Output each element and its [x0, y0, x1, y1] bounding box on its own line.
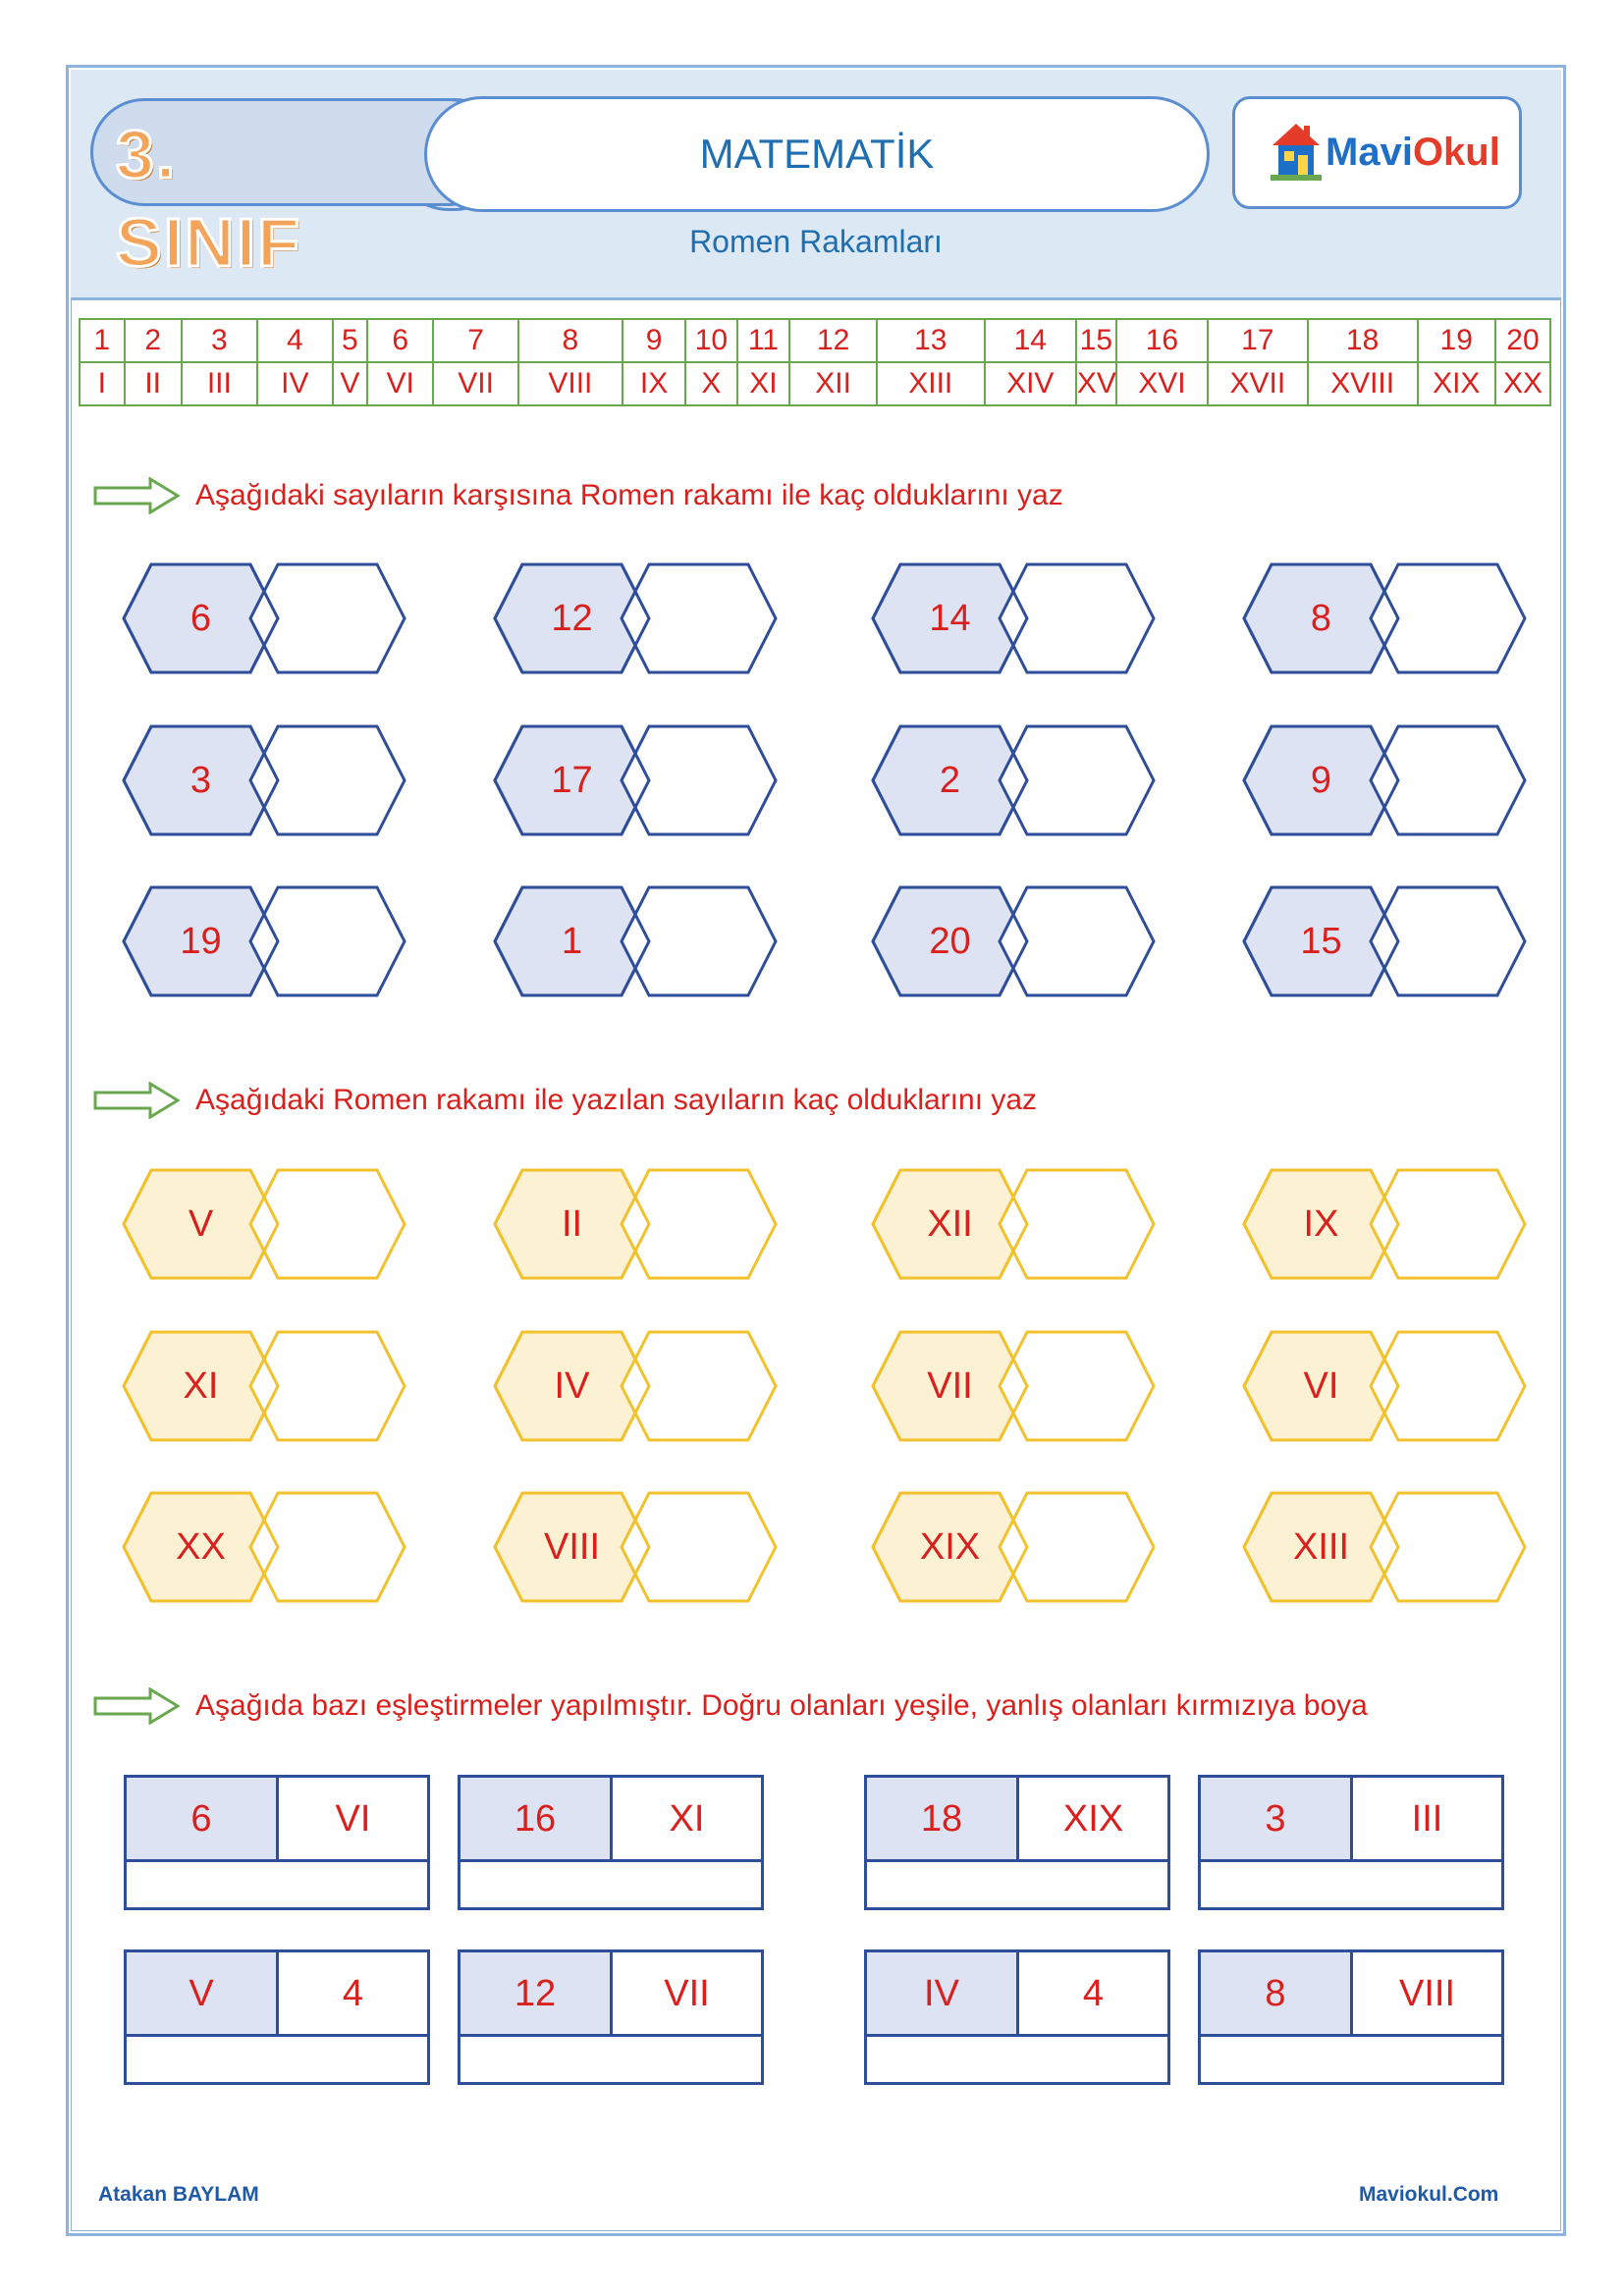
reference-number-cell: 12 — [789, 319, 877, 362]
reference-roman-cell: XVII — [1208, 362, 1308, 405]
topic-title: Romen Rakamları — [689, 224, 943, 259]
reference-number-cell: 19 — [1418, 319, 1495, 362]
reference-roman-cell: VI — [367, 362, 434, 405]
reference-number-cell: 15 — [1076, 319, 1116, 362]
site-name: Maviokul.Com — [1359, 2183, 1499, 2206]
reference-number-cell: 5 — [333, 319, 367, 362]
reference-roman-cell: XIII — [877, 362, 985, 405]
given-value-label: 15 — [1300, 921, 1342, 962]
given-value-label: V — [188, 1203, 214, 1245]
given-value-label: 2 — [939, 760, 961, 801]
logo-okul: Okul — [1412, 131, 1500, 174]
reference-roman-cell: XIV — [985, 362, 1076, 405]
reference-roman-cell: IV — [257, 362, 333, 405]
matching-right-value: VII — [613, 1952, 761, 2037]
matching-left-value: 6 — [127, 1778, 279, 1862]
given-value-label: 1 — [561, 921, 583, 962]
given-value-label: IX — [1303, 1203, 1339, 1245]
reference-number-cell: 6 — [367, 319, 434, 362]
matching-pair-box[interactable] — [124, 1775, 430, 1910]
matching-pair-box[interactable] — [458, 1949, 764, 2085]
reference-number-cell: 3 — [182, 319, 257, 362]
given-value-label: XII — [927, 1203, 973, 1245]
reference-number-cell: 9 — [623, 319, 685, 362]
given-value-label: 6 — [189, 598, 212, 639]
matching-right-value: VIII — [1353, 1952, 1501, 2037]
reference-number-cell: 1 — [80, 319, 125, 362]
instruction-2-text: Aşağıdaki Romen rakamı ile yazılan sayıların kaç olduklarını yaz — [195, 1084, 1038, 1116]
matching-pair-box[interactable] — [864, 1949, 1170, 2085]
reference-roman-cell: XII — [789, 362, 877, 405]
reference-number-cell: 16 — [1116, 319, 1208, 362]
matching-right-value: 4 — [279, 1952, 427, 2037]
matching-right-value: XI — [613, 1778, 761, 1862]
instruction-3-text: Aşağıda bazı eşleştirmeler yapılmıştır. Doğru olanları yeşile, yanlış olanları kırmızıya boya — [195, 1689, 1368, 1722]
subject-title: MATEMATİK — [699, 131, 935, 177]
given-value-label: XIX — [919, 1526, 981, 1568]
reference-roman-cell: XVI — [1116, 362, 1208, 405]
given-value-label: 20 — [929, 921, 971, 962]
given-value-label: 14 — [929, 598, 971, 639]
given-value-label: 17 — [551, 760, 593, 801]
given-value-label: 12 — [551, 598, 593, 639]
matching-right-value: XIX — [1019, 1778, 1167, 1862]
given-value-label: IV — [554, 1365, 590, 1407]
reference-roman-cell: XIX — [1418, 362, 1495, 405]
reference-roman-cell: II — [125, 362, 182, 405]
reference-roman-cell: III — [182, 362, 257, 405]
matching-left-value: 3 — [1201, 1778, 1353, 1862]
matching-left-value: 12 — [460, 1952, 613, 2037]
grade-label: 3. SINIF — [116, 116, 301, 281]
matching-right-value: VI — [279, 1778, 427, 1862]
reference-roman-cell: XX — [1495, 362, 1550, 405]
reference-number-cell: 17 — [1208, 319, 1308, 362]
matching-pair-box[interactable] — [1198, 1949, 1504, 2085]
reference-roman-cell: VIII — [518, 362, 623, 405]
matching-left-value: IV — [867, 1952, 1019, 2037]
given-value-label: VI — [1303, 1365, 1339, 1407]
given-value-label: 3 — [189, 760, 212, 801]
logo-mavi: Mavi — [1326, 131, 1413, 174]
reference-roman-cell: XI — [737, 362, 790, 405]
reference-roman-cell: I — [80, 362, 125, 405]
reference-number-cell: 18 — [1308, 319, 1418, 362]
reference-number-cell: 7 — [433, 319, 517, 362]
reference-number-cell: 4 — [257, 319, 333, 362]
reference-number-cell: 2 — [125, 319, 182, 362]
reference-roman-cell: X — [685, 362, 737, 405]
reference-roman-cell: VII — [433, 362, 517, 405]
matching-pair-box[interactable] — [458, 1775, 764, 1910]
reference-number-cell: 10 — [685, 319, 737, 362]
matching-left-value: 16 — [460, 1778, 613, 1862]
matching-pair-box[interactable] — [1198, 1775, 1504, 1910]
matching-pair-box[interactable] — [864, 1775, 1170, 1910]
author-name: Atakan BAYLAM — [98, 2183, 259, 2206]
matching-right-value: III — [1353, 1778, 1501, 1862]
given-value-label: VII — [927, 1365, 973, 1407]
given-value-label: 19 — [180, 921, 222, 962]
given-value-label: XIII — [1292, 1526, 1350, 1568]
reference-number-cell: 13 — [877, 319, 985, 362]
reference-roman-cell: XV — [1076, 362, 1116, 405]
given-value-label: II — [561, 1203, 583, 1245]
given-value-label: VIII — [543, 1526, 601, 1568]
instruction-1-text: Aşağıdaki sayıların karşısına Romen rakamı ile kaç olduklarını yaz — [195, 479, 1063, 511]
given-value-label: XX — [176, 1526, 226, 1568]
reference-number-cell: 14 — [985, 319, 1076, 362]
matching-left-value: 8 — [1201, 1952, 1353, 2037]
reference-number-cell: 11 — [737, 319, 790, 362]
matching-pair-box[interactable] — [124, 1949, 430, 2085]
given-value-label: 9 — [1310, 760, 1332, 801]
reference-number-cell: 8 — [518, 319, 623, 362]
reference-number-cell: 20 — [1495, 319, 1550, 362]
matching-right-value: 4 — [1019, 1952, 1167, 2037]
reference-roman-cell: XVIII — [1308, 362, 1418, 405]
reference-roman-cell: V — [333, 362, 367, 405]
matching-left-value: 18 — [867, 1778, 1019, 1862]
reference-roman-cell: IX — [623, 362, 685, 405]
given-value-label: 8 — [1310, 598, 1332, 639]
given-value-label: XI — [183, 1365, 219, 1407]
matching-left-value: V — [127, 1952, 279, 2037]
